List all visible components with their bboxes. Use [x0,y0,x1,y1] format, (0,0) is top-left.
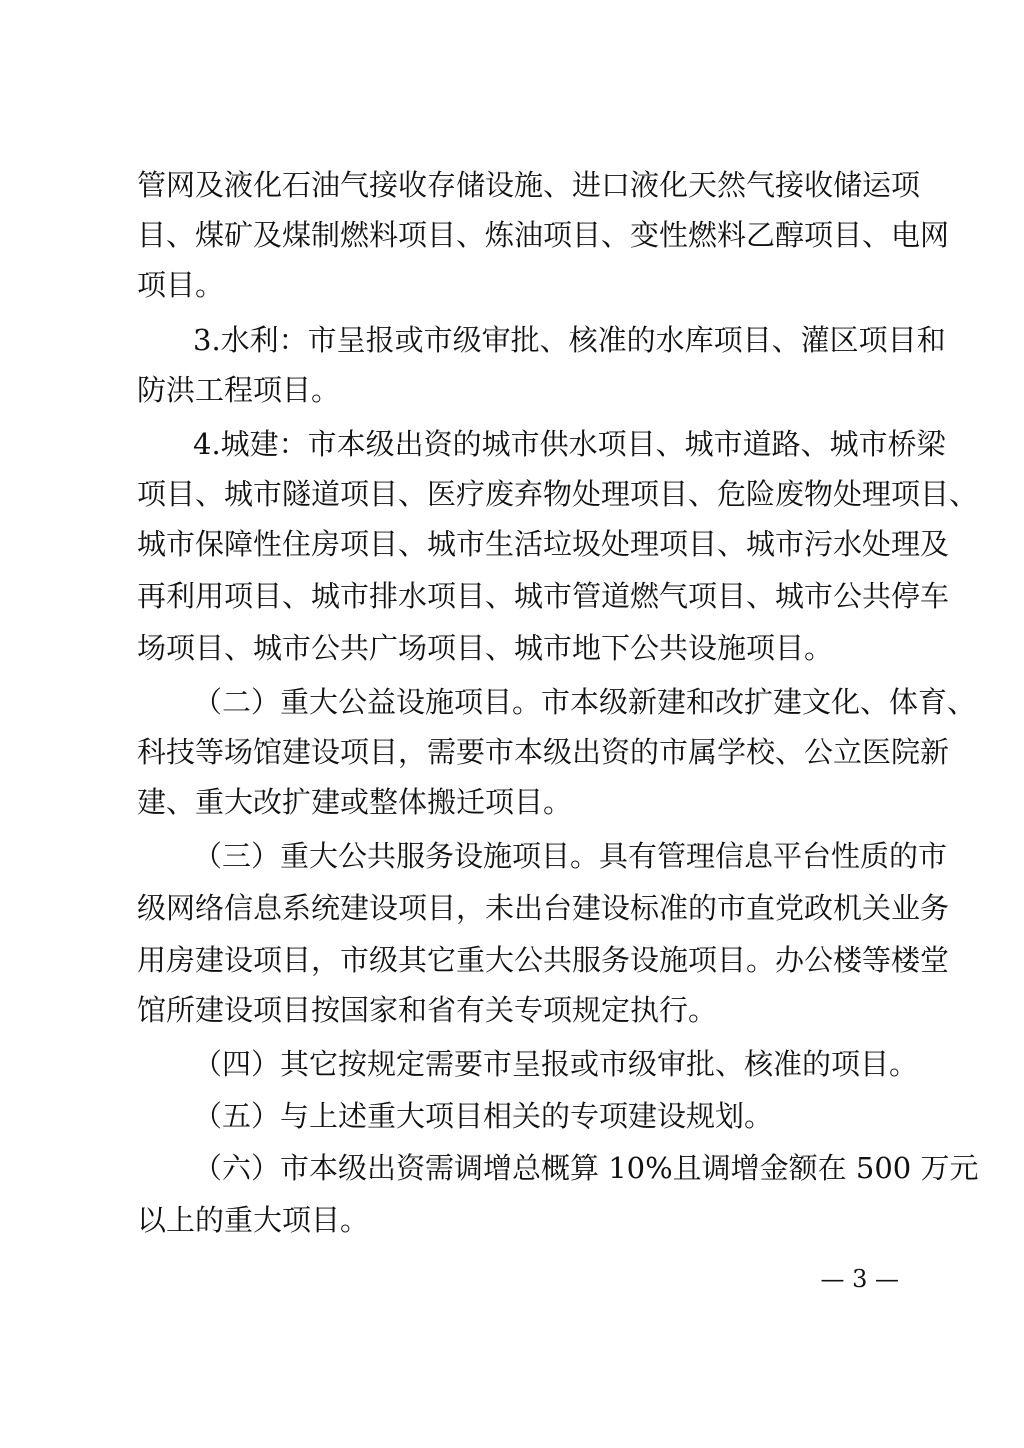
text-line-12: 科技等场馆建设项目，需要市本级出资的市属学校、公立医院新 [137,735,950,769]
text-line-15: 级网络信息系统建设项目，未出台建设标准的市直党政机关业务 [137,891,950,925]
text-line-10: 场项目、城市公共广场项目、城市地下公共设施项目。 [137,631,834,665]
text-line-1: 管网及液化石油气接收存储设施、进口液化天然气接收储运项 [137,168,921,202]
text-line-17: 馆所建设项目按国家和省有关专项规定执行。 [137,993,718,1027]
text-line-19: （五）与上述重大项目相关的专项建设规划。 [193,1099,774,1133]
text-line-7: 项目、城市隧道项目、医疗废弃物处理项目、危险废物处理项目、 [137,477,979,511]
text-line-18: （四）其它按规定需要市呈报或市级审批、核准的项目。 [193,1047,919,1081]
page-number: — 3 — [820,1265,899,1293]
text-line-9: 再利用项目、城市排水项目、城市管道燃气项目、城市公共停车 [137,579,950,613]
text-line-5: 防洪工程项目。 [137,373,341,407]
text-line-8: 城市保障性住房项目、城市生活垃圾处理项目、城市污水处理及 [137,527,950,561]
text-line-4: 3.水利：市呈报或市级审批、核准的水库项目、灌区项目和 [193,323,946,357]
text-line-20: （六）市本级出资需调增总概算 10%且调增金额在 500 万元 [193,1151,979,1185]
text-line-3: 项目。 [137,268,225,302]
text-line-13: 建、重大改扩建或整体搬迁项目。 [137,785,573,819]
text-line-6: 4.城建：市本级出资的城市供水项目、城市道路、城市桥梁 [193,427,946,461]
text-line-14: （三）重大公共服务设施项目。具有管理信息平台性质的市 [193,839,948,873]
text-line-11: （二）重大公益设施项目。市本级新建和改扩建文化、体育、 [193,685,977,719]
text-line-2: 目、煤矿及煤制燃料项目、炼油项目、变性燃料乙醇项目、电网 [137,218,950,252]
text-line-21: 以上的重大项目。 [137,1203,370,1237]
text-line-16: 用房建设项目，市级其它重大公共服务设施项目。办公楼等楼堂 [137,943,950,977]
